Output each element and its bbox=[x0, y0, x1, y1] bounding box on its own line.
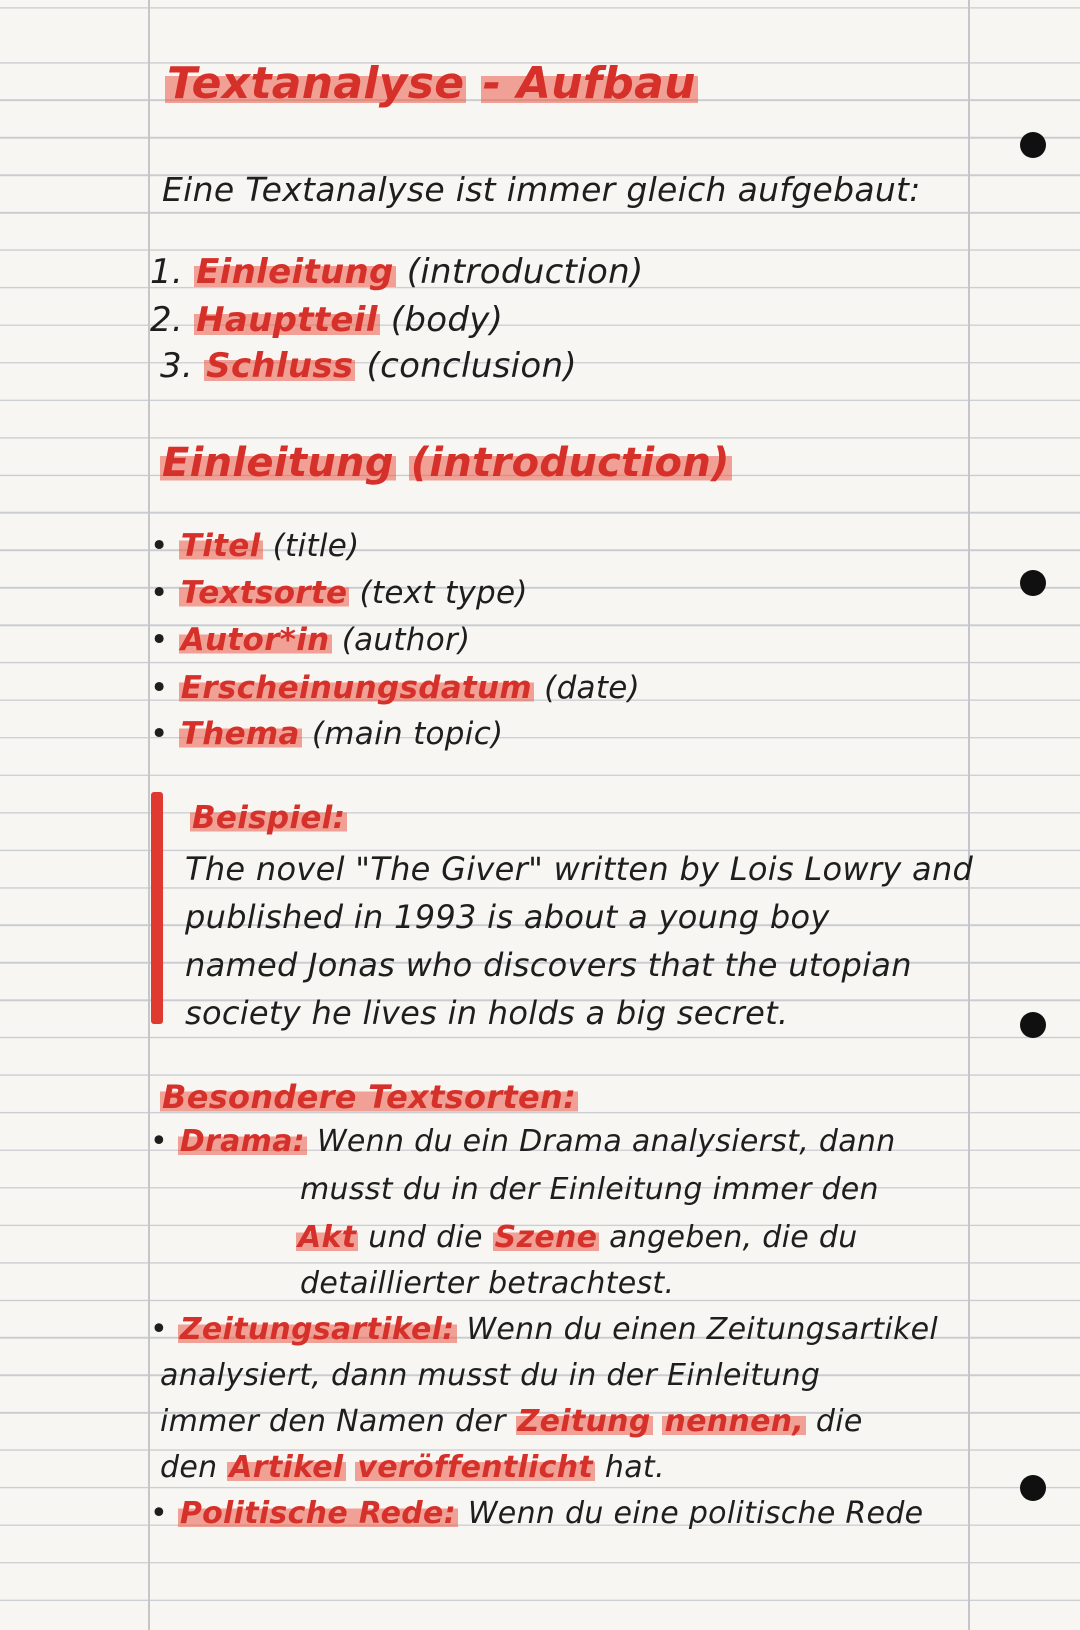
title-main: Textanalyse bbox=[167, 58, 465, 109]
section-heading bbox=[160, 440, 732, 486]
example-line: published in 1993 is about a young boy bbox=[185, 898, 830, 936]
bullet-item: • Erscheinungsdatum (date) bbox=[150, 670, 641, 706]
structure-trans: (conclusion) bbox=[366, 346, 577, 386]
structure-term: Einleitung bbox=[196, 252, 394, 292]
rede-text: Wenn du eine politische Rede bbox=[467, 1496, 924, 1531]
bullet-trans: (date) bbox=[544, 670, 641, 706]
drama-text: Wenn du ein Drama analysierst, dann bbox=[316, 1124, 896, 1159]
zeitung-text: Wenn du einen Zeitungsartikel bbox=[466, 1312, 939, 1347]
zeitung-text: den bbox=[160, 1450, 218, 1485]
structure-num: 2. bbox=[150, 300, 184, 340]
rede-term: Politische Rede: bbox=[179, 1496, 456, 1531]
example-label-text: Beispiel: bbox=[192, 800, 346, 836]
zeitung-term: Zeitungsartikel: bbox=[179, 1312, 455, 1347]
zeitung-line-2: analysiert, dann musst du in der Einleitung bbox=[160, 1358, 821, 1393]
drama-akt: Akt bbox=[298, 1220, 357, 1255]
bullet-term: Thema bbox=[180, 716, 300, 752]
special-heading bbox=[160, 1078, 578, 1116]
drama-line-4: detaillierter betrachtest. bbox=[300, 1266, 675, 1301]
bullet-term: Textsorte bbox=[180, 575, 348, 611]
zeitung-line-1: • Zeitungsartikel: Wenn du einen Zeitungsartikel bbox=[150, 1312, 939, 1347]
rede-line-1: • Politische Rede: Wenn du eine politische Rede bbox=[150, 1496, 924, 1531]
example-accent-bar bbox=[151, 792, 163, 1024]
drama-term: Drama: bbox=[179, 1124, 306, 1159]
bullet-item: • Thema (main topic) bbox=[150, 716, 504, 752]
bullet-trans: (title) bbox=[272, 528, 360, 564]
zeitung-text: hat. bbox=[604, 1450, 665, 1485]
drama-szene: Szene bbox=[494, 1220, 598, 1255]
bullet-trans: (text type) bbox=[359, 575, 528, 611]
structure-num: 1. bbox=[150, 252, 184, 292]
title-suffix: - Aufbau bbox=[482, 58, 696, 109]
bullet-term: Erscheinungsdatum bbox=[180, 670, 533, 706]
drama-text: und die bbox=[368, 1220, 483, 1255]
structure-item-1 bbox=[150, 252, 644, 292]
zeitung-highlight: Artikel bbox=[229, 1450, 344, 1485]
structure-num: 3. bbox=[160, 346, 194, 386]
example-line: named Jonas who discovers that the utopian bbox=[185, 946, 912, 984]
section-heading-term: Einleitung bbox=[162, 440, 394, 486]
bullet-item: • Textsorte (text type) bbox=[150, 575, 528, 611]
structure-trans: (introduction) bbox=[406, 252, 644, 292]
section-heading-trans: (introduction) bbox=[410, 440, 730, 486]
drama-line-2: musst du in der Einleitung immer den bbox=[300, 1172, 879, 1207]
structure-item-3 bbox=[160, 346, 577, 386]
bullet-trans: (author) bbox=[341, 622, 471, 658]
drama-line-1: • Drama: Wenn du ein Drama analysierst, dann bbox=[150, 1124, 896, 1159]
structure-trans: (body) bbox=[390, 300, 504, 340]
intro-sentence: Eine Textanalyse ist immer gleich aufgebaut: bbox=[162, 170, 921, 209]
bullet-item: • Titel (title) bbox=[150, 528, 360, 564]
bullet-term: Titel bbox=[180, 528, 261, 564]
zeitung-text: immer den Namen der bbox=[160, 1404, 506, 1439]
structure-term: Schluss bbox=[206, 346, 354, 386]
zeitung-highlight: veröffentlicht bbox=[357, 1450, 594, 1485]
zeitung-highlight: Zeitung bbox=[517, 1404, 651, 1439]
bullet-trans: (main topic) bbox=[311, 716, 504, 752]
example-line: The novel "The Giver" written by Lois Lowry and bbox=[185, 850, 974, 888]
drama-text: angeben, die du bbox=[609, 1220, 858, 1255]
example-label bbox=[190, 800, 347, 836]
bullet-term: Autor*in bbox=[180, 622, 330, 658]
bullet-item: • Autor*in (author) bbox=[150, 622, 471, 658]
zeitung-highlight: nennen, bbox=[664, 1404, 805, 1439]
special-heading-text: Besondere Textsorten: bbox=[162, 1078, 577, 1116]
example-line: society he lives in holds a big secret. bbox=[185, 994, 789, 1032]
zeitung-line-3 bbox=[160, 1404, 863, 1439]
page-title bbox=[165, 58, 698, 109]
zeitung-text: die bbox=[815, 1404, 863, 1439]
structure-term: Hauptteil bbox=[196, 300, 378, 340]
structure-item-2 bbox=[150, 300, 503, 340]
zeitung-line-4 bbox=[160, 1450, 665, 1485]
drama-line-3 bbox=[296, 1220, 858, 1255]
